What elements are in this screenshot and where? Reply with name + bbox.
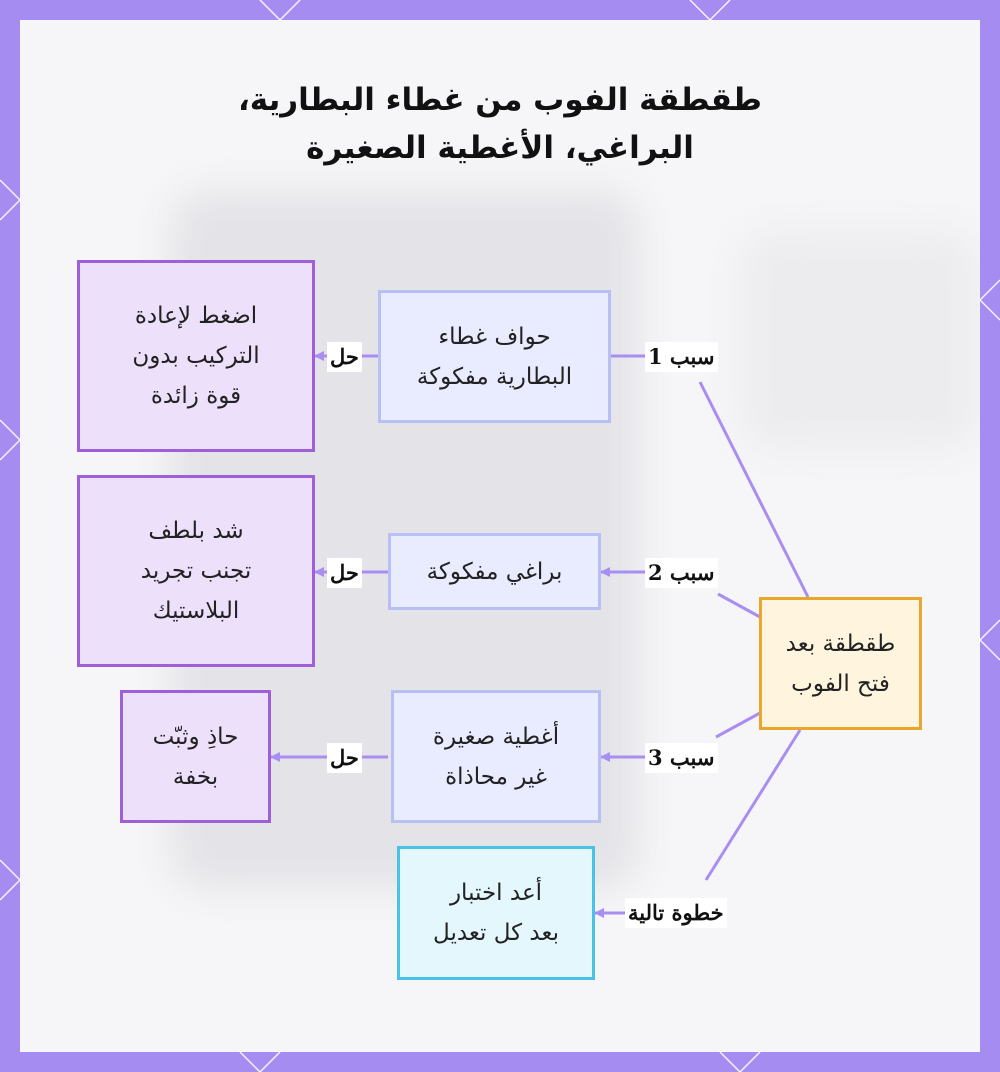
edge-label-cause-2: سبب 2 [645, 558, 718, 588]
edge-label-next-step: خطوة تالية [625, 898, 727, 928]
solution-node-2: شد بلطف تجنب تجريد البلاستيك [77, 475, 315, 667]
edge-root-next [706, 730, 800, 880]
root-problem-node: طقطقة بعد فتح الفوب [759, 597, 922, 730]
edge-label-cause-3: سبب 3 [645, 743, 718, 773]
edge-label-solution-3: حل [327, 743, 362, 773]
edge-label-solution-2: حل [327, 558, 362, 588]
title-line-2: البراغي، الأغطية الصغيرة [306, 130, 694, 166]
cause-node-2: براغي مفكوكة [388, 533, 601, 610]
edge-root-cause3 [716, 713, 760, 737]
edge-root-cause2 [718, 594, 760, 617]
edge-label-cause-1: سبب 1 [645, 342, 718, 372]
next-step-node: أعد اختبار بعد كل تعديل [397, 846, 595, 980]
solution-node-1: اضغط لإعادة التركيب بدون قوة زائدة [77, 260, 315, 452]
edge-label-solution-1: حل [327, 342, 362, 372]
cause-node-1: حواف غطاء البطارية مفكوكة [378, 290, 611, 423]
title-line-1: طقطقة الفوب من غطاء البطارية، [238, 82, 762, 118]
cause-node-3: أغطية صغيرة غير محاذاة [391, 690, 601, 823]
solution-node-3: حاذِ وثبّت بخفة [120, 690, 271, 823]
